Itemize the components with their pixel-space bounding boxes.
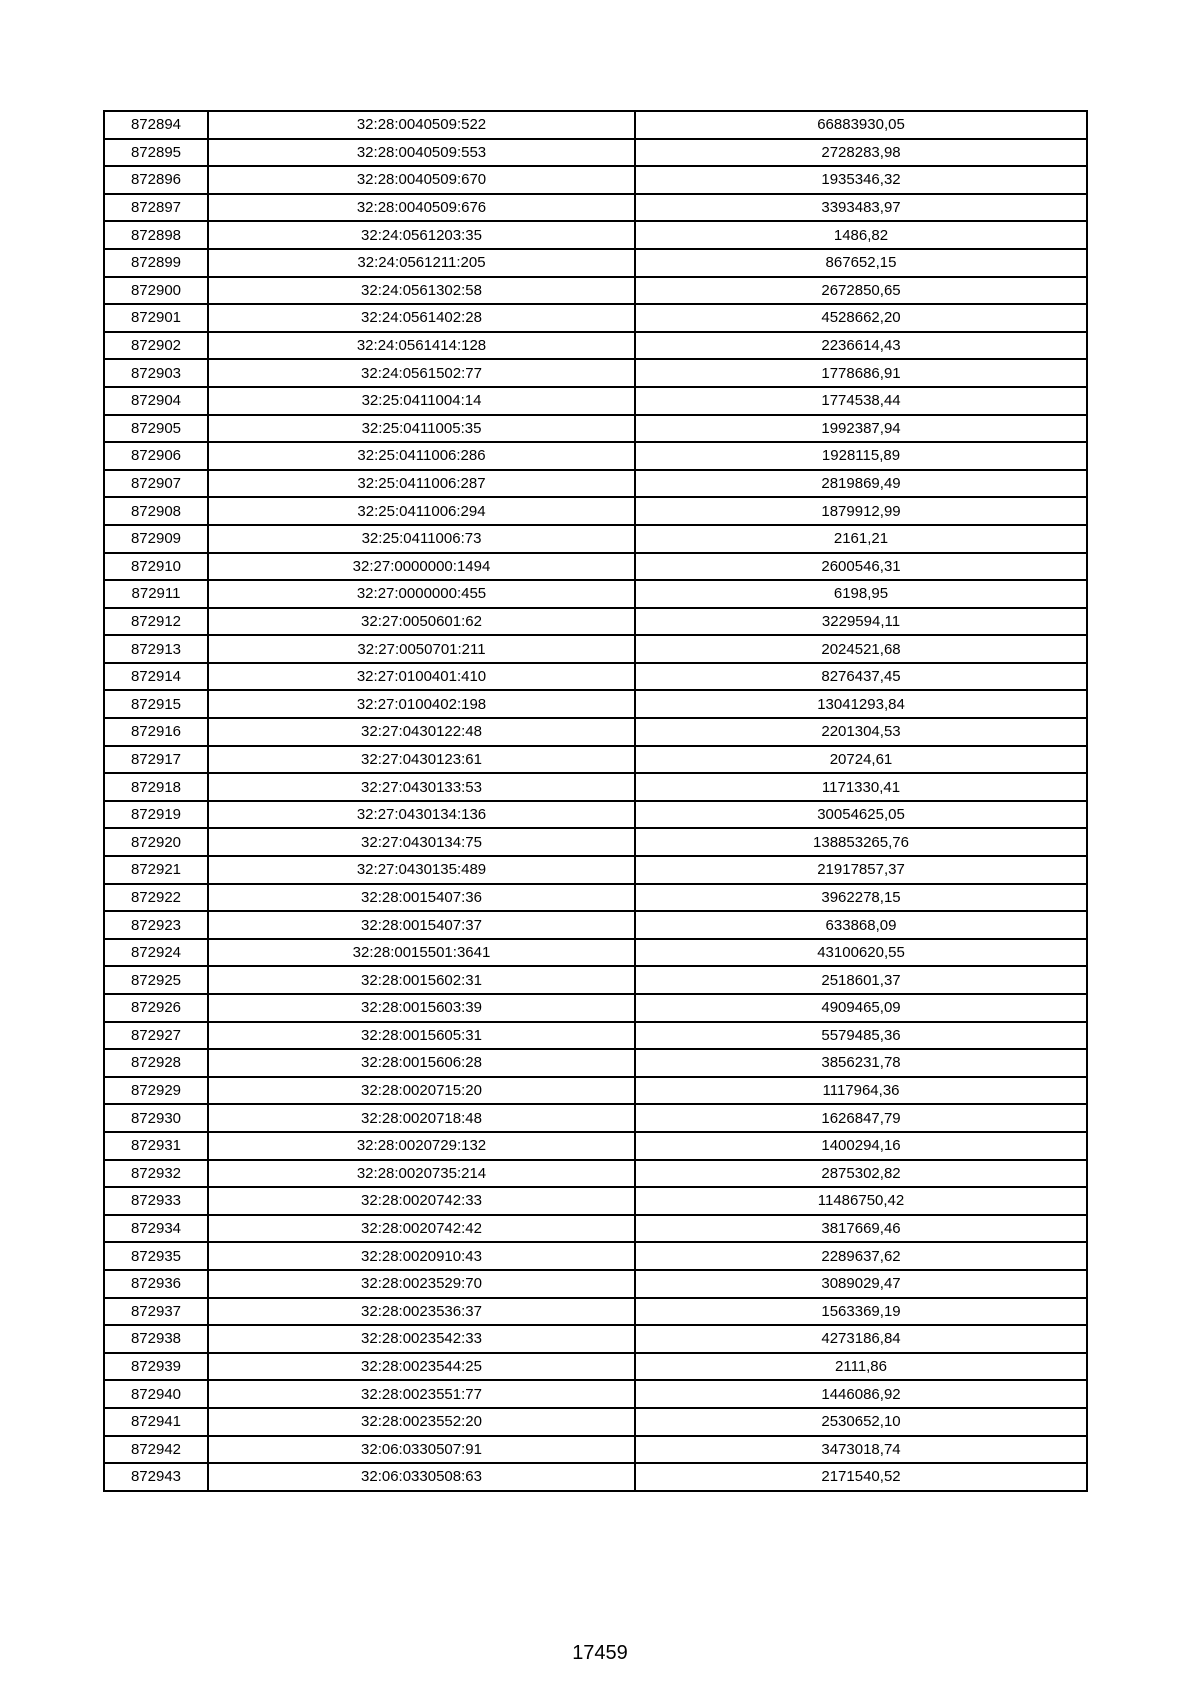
value-cell: 1446086,92 — [635, 1380, 1087, 1408]
value-cell: 2728283,98 — [635, 139, 1087, 167]
row-number-cell: 872939 — [104, 1353, 208, 1381]
row-number-cell: 872935 — [104, 1242, 208, 1270]
row-number-cell: 872917 — [104, 746, 208, 774]
table-row — [104, 1408, 1087, 1436]
table-row — [104, 663, 1087, 691]
value-cell: 30054625,05 — [635, 801, 1087, 829]
cadastral-number-cell: 32:28:0020729:132 — [208, 1132, 635, 1160]
row-number-cell: 872929 — [104, 1077, 208, 1105]
cadastral-number-cell: 32:28:0023542:33 — [208, 1325, 635, 1353]
table-row — [104, 1104, 1087, 1132]
table-row — [104, 139, 1087, 167]
cadastral-number-cell: 32:24:0561402:28 — [208, 304, 635, 332]
row-number-cell: 872931 — [104, 1132, 208, 1160]
value-cell: 2201304,53 — [635, 718, 1087, 746]
value-cell: 138853265,76 — [635, 828, 1087, 856]
value-cell: 2672850,65 — [635, 277, 1087, 305]
value-cell: 1935346,32 — [635, 166, 1087, 194]
row-number-cell: 872919 — [104, 801, 208, 829]
table-row — [104, 1463, 1087, 1491]
row-number-cell: 872913 — [104, 635, 208, 663]
value-cell: 1778686,91 — [635, 359, 1087, 387]
row-number-cell: 872902 — [104, 332, 208, 360]
table-row — [104, 994, 1087, 1022]
table-row — [104, 939, 1087, 967]
cadastral-number-cell: 32:28:0020718:48 — [208, 1104, 635, 1132]
row-number-cell: 872921 — [104, 856, 208, 884]
row-number-cell: 872896 — [104, 166, 208, 194]
row-number-cell: 872900 — [104, 277, 208, 305]
row-number-cell: 872918 — [104, 773, 208, 801]
table-row — [104, 387, 1087, 415]
cadastral-number-cell: 32:27:0430133:53 — [208, 773, 635, 801]
table-row — [104, 1132, 1087, 1160]
cadastral-number-cell: 32:28:0023529:70 — [208, 1270, 635, 1298]
cadastral-number-cell: 32:24:0561414:128 — [208, 332, 635, 360]
value-cell: 8276437,45 — [635, 663, 1087, 691]
row-number-cell: 872905 — [104, 415, 208, 443]
value-cell: 2819869,49 — [635, 470, 1087, 498]
row-number-cell: 872926 — [104, 994, 208, 1022]
row-number-cell: 872937 — [104, 1298, 208, 1326]
cadastral-number-cell: 32:28:0015501:3641 — [208, 939, 635, 967]
table-row — [104, 111, 1087, 139]
table-row — [104, 828, 1087, 856]
value-cell: 20724,61 — [635, 746, 1087, 774]
row-number-cell: 872907 — [104, 470, 208, 498]
value-cell: 1992387,94 — [635, 415, 1087, 443]
cadastral-number-cell: 32:25:0411006:294 — [208, 497, 635, 525]
cadastral-number-cell: 32:28:0015603:39 — [208, 994, 635, 1022]
table-row — [104, 966, 1087, 994]
table-row — [104, 221, 1087, 249]
row-number-cell: 872930 — [104, 1104, 208, 1132]
cadastral-number-cell: 32:28:0023544:25 — [208, 1353, 635, 1381]
row-number-cell: 872899 — [104, 249, 208, 277]
value-cell: 3473018,74 — [635, 1436, 1087, 1464]
cadastral-number-cell: 32:28:0040509:670 — [208, 166, 635, 194]
cadastral-number-cell: 32:28:0020910:43 — [208, 1242, 635, 1270]
cadastral-number-cell: 32:24:0561302:58 — [208, 277, 635, 305]
cadastral-number-cell: 32:06:0330507:91 — [208, 1436, 635, 1464]
table-row — [104, 1380, 1087, 1408]
value-cell: 66883930,05 — [635, 111, 1087, 139]
table-row — [104, 194, 1087, 222]
cadastral-number-cell: 32:24:0561502:77 — [208, 359, 635, 387]
value-cell: 2518601,37 — [635, 966, 1087, 994]
cadastral-number-cell: 32:28:0040509:676 — [208, 194, 635, 222]
value-cell: 4528662,20 — [635, 304, 1087, 332]
value-cell: 5579485,36 — [635, 1022, 1087, 1050]
table-row — [104, 911, 1087, 939]
value-cell: 1774538,44 — [635, 387, 1087, 415]
row-number-cell: 872908 — [104, 497, 208, 525]
table-row — [104, 332, 1087, 360]
cadastral-number-cell: 32:28:0015407:36 — [208, 884, 635, 912]
value-cell: 2171540,52 — [635, 1463, 1087, 1491]
value-cell: 2236614,43 — [635, 332, 1087, 360]
value-cell: 2530652,10 — [635, 1408, 1087, 1436]
row-number-cell: 872909 — [104, 525, 208, 553]
value-cell: 2161,21 — [635, 525, 1087, 553]
value-cell: 2024521,68 — [635, 635, 1087, 663]
row-number-cell: 872912 — [104, 608, 208, 636]
value-cell: 2875302,82 — [635, 1160, 1087, 1188]
row-number-cell: 872938 — [104, 1325, 208, 1353]
table-row — [104, 773, 1087, 801]
value-cell: 2111,86 — [635, 1353, 1087, 1381]
cadastral-number-cell: 32:27:0100402:198 — [208, 690, 635, 718]
row-number-cell: 872895 — [104, 139, 208, 167]
table-row — [104, 690, 1087, 718]
row-number-cell: 872910 — [104, 553, 208, 581]
value-cell: 3393483,97 — [635, 194, 1087, 222]
cadastral-number-cell: 32:27:0050601:62 — [208, 608, 635, 636]
value-cell: 867652,15 — [635, 249, 1087, 277]
cadastral-number-cell: 32:24:0561203:35 — [208, 221, 635, 249]
table-row — [104, 415, 1087, 443]
value-cell: 11486750,42 — [635, 1187, 1087, 1215]
row-number-cell: 872898 — [104, 221, 208, 249]
row-number-cell: 872925 — [104, 966, 208, 994]
row-number-cell: 872942 — [104, 1436, 208, 1464]
value-cell: 3817669,46 — [635, 1215, 1087, 1243]
cadastral-number-cell: 32:24:0561211:205 — [208, 249, 635, 277]
value-cell: 43100620,55 — [635, 939, 1087, 967]
row-number-cell: 872916 — [104, 718, 208, 746]
cadastral-number-cell: 32:27:0430135:489 — [208, 856, 635, 884]
table-body — [104, 111, 1087, 1491]
row-number-cell: 872914 — [104, 663, 208, 691]
cadastral-number-cell: 32:25:0411006:286 — [208, 442, 635, 470]
value-cell: 6198,95 — [635, 580, 1087, 608]
cadastral-number-cell: 32:27:0000000:1494 — [208, 553, 635, 581]
value-cell: 1879912,99 — [635, 497, 1087, 525]
value-cell: 3229594,11 — [635, 608, 1087, 636]
table-row — [104, 1325, 1087, 1353]
cadastral-number-cell: 32:27:0000000:455 — [208, 580, 635, 608]
row-number-cell: 872915 — [104, 690, 208, 718]
table-row — [104, 1022, 1087, 1050]
cadastral-number-cell: 32:06:0330508:63 — [208, 1463, 635, 1491]
cadastral-number-cell: 32:28:0020742:33 — [208, 1187, 635, 1215]
table-row — [104, 746, 1087, 774]
cadastral-number-cell: 32:28:0015602:31 — [208, 966, 635, 994]
value-cell: 633868,09 — [635, 911, 1087, 939]
row-number-cell: 872920 — [104, 828, 208, 856]
table-row — [104, 1077, 1087, 1105]
table-row — [104, 442, 1087, 470]
page-number: 17459 — [572, 1642, 628, 1664]
value-cell: 2600546,31 — [635, 553, 1087, 581]
value-cell: 1563369,19 — [635, 1298, 1087, 1326]
row-number-cell: 872906 — [104, 442, 208, 470]
row-number-cell: 872901 — [104, 304, 208, 332]
cadastral-number-cell: 32:25:0411006:287 — [208, 470, 635, 498]
table-row — [104, 635, 1087, 663]
table-row — [104, 1160, 1087, 1188]
cadastral-number-cell: 32:28:0020742:42 — [208, 1215, 635, 1243]
row-number-cell: 872923 — [104, 911, 208, 939]
table-row — [104, 801, 1087, 829]
table-row — [104, 525, 1087, 553]
cadastral-number-cell: 32:28:0023552:20 — [208, 1408, 635, 1436]
table-row — [104, 580, 1087, 608]
cadastral-number-cell: 32:27:0430134:136 — [208, 801, 635, 829]
table-row — [104, 553, 1087, 581]
cadastral-number-cell: 32:28:0015407:37 — [208, 911, 635, 939]
table-row — [104, 1436, 1087, 1464]
cadastral-number-cell: 32:28:0040509:553 — [208, 139, 635, 167]
row-number-cell: 872922 — [104, 884, 208, 912]
cadastral-number-cell: 32:27:0430123:61 — [208, 746, 635, 774]
cadastral-number-cell: 32:28:0023536:37 — [208, 1298, 635, 1326]
table-row — [104, 497, 1087, 525]
cadastral-number-cell: 32:27:0100401:410 — [208, 663, 635, 691]
row-number-cell: 872928 — [104, 1049, 208, 1077]
table-row — [104, 277, 1087, 305]
row-number-cell: 872933 — [104, 1187, 208, 1215]
value-cell: 1928115,89 — [635, 442, 1087, 470]
value-cell: 3962278,15 — [635, 884, 1087, 912]
value-cell: 1171330,41 — [635, 773, 1087, 801]
row-number-cell: 872897 — [104, 194, 208, 222]
row-number-cell: 872904 — [104, 387, 208, 415]
cadastral-number-cell: 32:27:0430134:75 — [208, 828, 635, 856]
table-row — [104, 1270, 1087, 1298]
table-row — [104, 1298, 1087, 1326]
table-row — [104, 359, 1087, 387]
table-row — [104, 856, 1087, 884]
row-number-cell: 872943 — [104, 1463, 208, 1491]
cadastral-number-cell: 32:28:0015606:28 — [208, 1049, 635, 1077]
cadastral-number-cell: 32:28:0040509:522 — [208, 111, 635, 139]
row-number-cell: 872936 — [104, 1270, 208, 1298]
value-cell: 1486,82 — [635, 221, 1087, 249]
cadastral-number-cell: 32:25:0411005:35 — [208, 415, 635, 443]
value-cell: 1626847,79 — [635, 1104, 1087, 1132]
table-row — [104, 1049, 1087, 1077]
value-cell: 4909465,09 — [635, 994, 1087, 1022]
table-row — [104, 1215, 1087, 1243]
cadastral-number-cell: 32:27:0050701:211 — [208, 635, 635, 663]
row-number-cell: 872940 — [104, 1380, 208, 1408]
table-row — [104, 470, 1087, 498]
value-cell: 21917857,37 — [635, 856, 1087, 884]
table-row — [104, 1187, 1087, 1215]
table-row — [104, 166, 1087, 194]
cadastral-number-cell: 32:28:0023551:77 — [208, 1380, 635, 1408]
row-number-cell: 872894 — [104, 111, 208, 139]
row-number-cell: 872941 — [104, 1408, 208, 1436]
cadastral-number-cell: 32:28:0015605:31 — [208, 1022, 635, 1050]
table-row — [104, 249, 1087, 277]
table-row — [104, 884, 1087, 912]
value-cell: 4273186,84 — [635, 1325, 1087, 1353]
value-cell: 13041293,84 — [635, 690, 1087, 718]
row-number-cell: 872932 — [104, 1160, 208, 1188]
cadastral-number-cell: 32:28:0020735:214 — [208, 1160, 635, 1188]
cadastral-number-cell: 32:27:0430122:48 — [208, 718, 635, 746]
data-table — [103, 110, 1088, 1492]
cadastral-number-cell: 32:25:0411006:73 — [208, 525, 635, 553]
table-row — [104, 608, 1087, 636]
row-number-cell: 872934 — [104, 1215, 208, 1243]
row-number-cell: 872924 — [104, 939, 208, 967]
row-number-cell: 872911 — [104, 580, 208, 608]
row-number-cell: 872927 — [104, 1022, 208, 1050]
value-cell: 1400294,16 — [635, 1132, 1087, 1160]
table-row — [104, 718, 1087, 746]
value-cell: 1117964,36 — [635, 1077, 1087, 1105]
cadastral-number-cell: 32:28:0020715:20 — [208, 1077, 635, 1105]
row-number-cell: 872903 — [104, 359, 208, 387]
table-row — [104, 1242, 1087, 1270]
table-row — [104, 304, 1087, 332]
value-cell: 3856231,78 — [635, 1049, 1087, 1077]
value-cell: 2289637,62 — [635, 1242, 1087, 1270]
cadastral-number-cell: 32:25:0411004:14 — [208, 387, 635, 415]
table-row — [104, 1353, 1087, 1381]
value-cell: 3089029,47 — [635, 1270, 1087, 1298]
